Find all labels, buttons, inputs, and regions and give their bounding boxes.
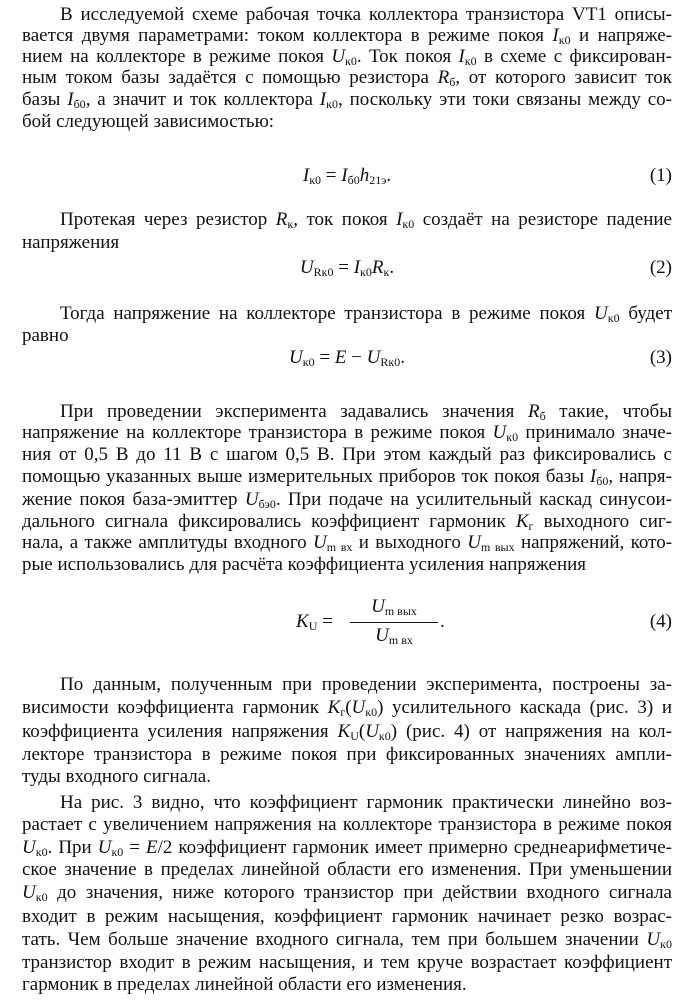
subscript: к0 xyxy=(326,97,338,111)
math-variable: Iб0 xyxy=(341,165,360,187)
math-variable: Uк0 xyxy=(365,721,391,743)
equation-period: . xyxy=(440,611,445,632)
subscript: m вх xyxy=(388,633,413,647)
subscript: к0 xyxy=(35,845,48,859)
math-variable: Iб0 xyxy=(589,466,609,488)
math-variable: Uк0 xyxy=(331,46,357,68)
equation xyxy=(22,257,672,279)
paragraph-line xyxy=(22,46,672,68)
text-run: создаёт на резисторе падение xyxy=(414,209,672,230)
text-run: такие, чтобы xyxy=(545,401,672,422)
subscript: к0 xyxy=(35,890,48,904)
subscript: к0 xyxy=(607,311,620,325)
subscript: U xyxy=(308,619,318,633)
text-run: В исследуемой схеме рабочая точка коллектора транзистора VT1 описы- xyxy=(60,4,672,25)
subscript: к0 xyxy=(464,54,477,68)
text-run: напряжения xyxy=(22,232,120,253)
text-run: = xyxy=(314,347,335,368)
text-run: ) усилительного каскада (рис. 3) и xyxy=(377,697,672,718)
equation xyxy=(22,165,672,187)
subscript: к xyxy=(287,217,294,231)
text-run: нием на коллекторе в режиме покоя xyxy=(22,46,332,67)
math-variable: Uк0 xyxy=(594,303,620,325)
math-variable: URк0 xyxy=(366,347,401,369)
subscript: б0 xyxy=(347,173,360,187)
text-run: нала, а также амплитуды входного xyxy=(22,532,314,553)
subscript: к0 xyxy=(360,265,372,279)
paragraph-line xyxy=(60,209,672,231)
paragraph-line xyxy=(22,697,672,719)
paragraph-line xyxy=(22,489,672,511)
text-run: На рис. 3 видно, что коэффициент гармоник практически линейно воз- xyxy=(60,792,672,813)
text-run: = xyxy=(123,837,147,858)
paragraph-line xyxy=(22,721,672,743)
subscript: к0 xyxy=(345,54,357,68)
subscript: к0 xyxy=(402,217,415,231)
text-run: в схеме с фиксирован- xyxy=(476,46,672,67)
text-run: − xyxy=(346,347,367,368)
paragraph-line xyxy=(22,25,672,47)
fraction-denominator xyxy=(348,625,440,648)
subscript: г xyxy=(340,705,346,719)
text-run: тать. Чем больше значение входного сигнала, тем при большем значении xyxy=(22,929,647,950)
math-variable: Uк0 xyxy=(492,422,519,444)
text-run: = xyxy=(317,611,333,632)
paragraph-line xyxy=(22,882,672,904)
math-variable: Iк0 xyxy=(458,46,477,68)
paragraph-line xyxy=(22,89,672,111)
subscript: б0 xyxy=(596,474,609,488)
paragraph-line xyxy=(22,67,672,89)
subscript: к xyxy=(383,265,390,279)
text-run: , поскольку эти токи связаны между со- xyxy=(337,89,672,110)
text-run: ) (рис. 4) от напряжения на кол- xyxy=(390,721,672,742)
math-variable: Um вх xyxy=(313,532,353,554)
paragraph-line xyxy=(22,766,672,788)
text-run: принимало значе- xyxy=(518,422,672,443)
equation-number: (3) xyxy=(649,347,672,368)
math-variable: Uк0 xyxy=(22,882,48,904)
math-variable: Uк0 xyxy=(289,347,315,369)
math-variable: Um вх xyxy=(375,625,413,647)
math-variable: Kг xyxy=(515,511,534,533)
text-run: висимости коэффициента гармоник xyxy=(22,697,328,718)
text-run: бой следующей зависимостью: xyxy=(22,111,275,132)
math-variable: E xyxy=(146,837,158,858)
paragraph-line xyxy=(22,837,672,859)
text-run: = xyxy=(321,165,342,186)
subscript: к0 xyxy=(111,845,124,859)
text-run: ское значение в пределах линейной области его изменения. При уменьшении xyxy=(22,859,672,880)
paragraph-line xyxy=(22,232,672,254)
text-run: помощью указанных выше измерительных приборов ток покоя базы xyxy=(22,466,590,487)
text-run: растает с увеличением напряжения на коллекторе транзистора в режиме покоя xyxy=(22,814,672,835)
subscript: к0 xyxy=(660,937,672,951)
math-variable: Rк xyxy=(371,257,390,279)
text-run: , напря- xyxy=(608,466,672,487)
paragraph-line xyxy=(22,814,672,836)
math-variable: Uк0 xyxy=(22,837,48,859)
text-run: входит в режим насыщения, коэффициент гармоник начинает резко возрас- xyxy=(22,906,672,927)
subscript: к0 xyxy=(365,705,378,719)
math-variable: Uк0 xyxy=(97,837,124,859)
paragraph-line xyxy=(22,325,672,347)
subscript: к0 xyxy=(378,729,391,743)
math-variable: Rб xyxy=(527,401,546,423)
subscript: б0 xyxy=(73,97,86,111)
text-run: . xyxy=(389,257,395,278)
paragraph-line xyxy=(22,532,672,554)
text-run: вается двумя параметрами: током коллектора в режиме покоя xyxy=(22,25,553,46)
equation xyxy=(22,347,672,369)
text-run: ния от 0,5 В до 11 В с шагом 0,5 В. При этом каждый раз фиксировались с xyxy=(22,444,672,465)
paragraph-line xyxy=(22,422,672,444)
subscript: 21э xyxy=(369,173,387,187)
text-run: ным током базы задаётся с помощью резистора xyxy=(22,67,438,88)
text-run: /2 коэффициент гармоник имеет примерно среднеарифметиче- xyxy=(157,837,672,858)
text-run: . При xyxy=(47,837,98,858)
subscript: m вых xyxy=(480,540,515,554)
math-variable: URк0 xyxy=(299,257,334,279)
paragraph-line xyxy=(22,444,672,466)
subscript: к0 xyxy=(558,33,571,47)
text-run: , от которого зависит ток xyxy=(455,67,672,88)
text-run: Тогда напряжение на коллекторе транзистора в режиме покоя xyxy=(60,303,595,324)
text-run: лекторе транзистора в режиме покоя при фиксированных значениях ампли- xyxy=(22,744,672,765)
math-variable: Iб0 xyxy=(67,89,86,111)
paragraph-line xyxy=(22,929,672,951)
subscript: Rк0 xyxy=(380,355,401,369)
text-run: = xyxy=(333,257,354,278)
text-run: коэффициента усиления напряжения xyxy=(22,721,338,742)
subscript: бэ0 xyxy=(258,497,276,511)
fraction-numerator xyxy=(348,596,440,619)
subscript: б xyxy=(539,409,546,423)
text-run: равно xyxy=(22,325,69,346)
text-run: напряжение на коллекторе транзистора в режиме покоя xyxy=(22,422,493,443)
math-variable: Iк0 xyxy=(396,209,415,231)
math-variable: Um вых xyxy=(371,596,417,618)
text-run: При проведении эксперимента задавались значения xyxy=(60,401,528,422)
text-run: , ток покоя xyxy=(293,209,397,230)
math-variable: Uк0 xyxy=(351,697,378,719)
equation-lhs xyxy=(296,611,356,633)
text-run: до значения, ниже которого транзистор при действии входного сигнала xyxy=(47,882,672,903)
math-variable: Iк0 xyxy=(552,25,571,47)
paragraph-line xyxy=(60,4,672,26)
paragraph-line xyxy=(22,554,672,576)
paragraph-line xyxy=(22,744,672,766)
text-run: Протекая через резистор xyxy=(60,209,276,230)
paragraph-line xyxy=(60,792,672,814)
text-run: , а значит и ток коллектора xyxy=(85,89,320,110)
paragraph-line xyxy=(22,111,672,133)
fraction-bar xyxy=(350,622,438,623)
subscript: U xyxy=(350,729,359,743)
paragraph-line xyxy=(22,974,672,996)
text-run: дального сигнала фиксировались коэффициент гармоник xyxy=(22,511,516,532)
math-variable: Uбэ0 xyxy=(244,489,276,511)
text-run: . Ток покоя xyxy=(356,46,459,67)
paragraph-line xyxy=(22,952,672,974)
subscript: к0 xyxy=(302,355,315,369)
text-run: выходного сиг- xyxy=(533,511,673,532)
paragraph-line xyxy=(22,466,672,488)
text-run: транзистор входит в режим насыщения, и тем круче возрастает коэффициент xyxy=(22,952,672,973)
equation-number: (1) xyxy=(649,165,672,186)
text-run: напряжений, кото- xyxy=(514,532,673,553)
paragraph-line xyxy=(22,906,672,928)
text-run: гармоник в пределах линейной области его изменения. xyxy=(22,974,467,995)
math-variable: Iк0 xyxy=(353,257,372,279)
math-variable: h21э xyxy=(359,165,387,187)
paragraph-line xyxy=(60,401,672,423)
math-variable: Um вых xyxy=(467,532,515,554)
equation-number: (2) xyxy=(649,257,672,278)
math-variable: Rк xyxy=(275,209,294,231)
text-run: ( xyxy=(345,697,352,718)
text-run: . xyxy=(386,165,392,186)
text-run: рые использовались для расчёта коэффициента усиления напряжения xyxy=(22,554,587,575)
math-variable: KU xyxy=(296,611,318,633)
text-run: По данным, полученным при проведении эксперимента, построены за- xyxy=(60,674,672,695)
subscript: г xyxy=(528,519,534,533)
subscript: к0 xyxy=(309,173,322,187)
paragraph-line xyxy=(22,511,672,533)
math-variable: Kг xyxy=(327,697,346,719)
subscript: Rк0 xyxy=(313,265,334,279)
text-run: ( xyxy=(358,721,366,742)
math-variable: Iк0 xyxy=(319,89,338,111)
math-variable: KU xyxy=(337,721,359,743)
subscript: б xyxy=(449,75,456,89)
text-run: . xyxy=(400,347,405,368)
text-run: туды входного сигнала. xyxy=(22,766,211,787)
paragraph-line xyxy=(60,674,672,696)
math-variable: E xyxy=(334,347,347,368)
subscript: к0 xyxy=(506,430,519,444)
math-variable: Iк0 xyxy=(302,165,322,187)
text-run: и выходного xyxy=(352,532,468,553)
paragraph-line xyxy=(22,859,672,881)
subscript: m вых xyxy=(384,604,417,618)
text-run: жение покоя база-эмиттер xyxy=(22,489,245,510)
equation-number: (4) xyxy=(649,611,672,632)
text-run: будет xyxy=(619,303,672,324)
subscript: m вх xyxy=(326,540,353,554)
text-run: . При подаче на усилительный каскад синусои- xyxy=(275,489,672,510)
math-variable: Uк0 xyxy=(646,929,672,951)
text-run: и напряже- xyxy=(570,25,672,46)
text-run: базы xyxy=(22,89,68,110)
paragraph-line xyxy=(60,303,672,325)
math-variable: Rб xyxy=(437,67,456,89)
